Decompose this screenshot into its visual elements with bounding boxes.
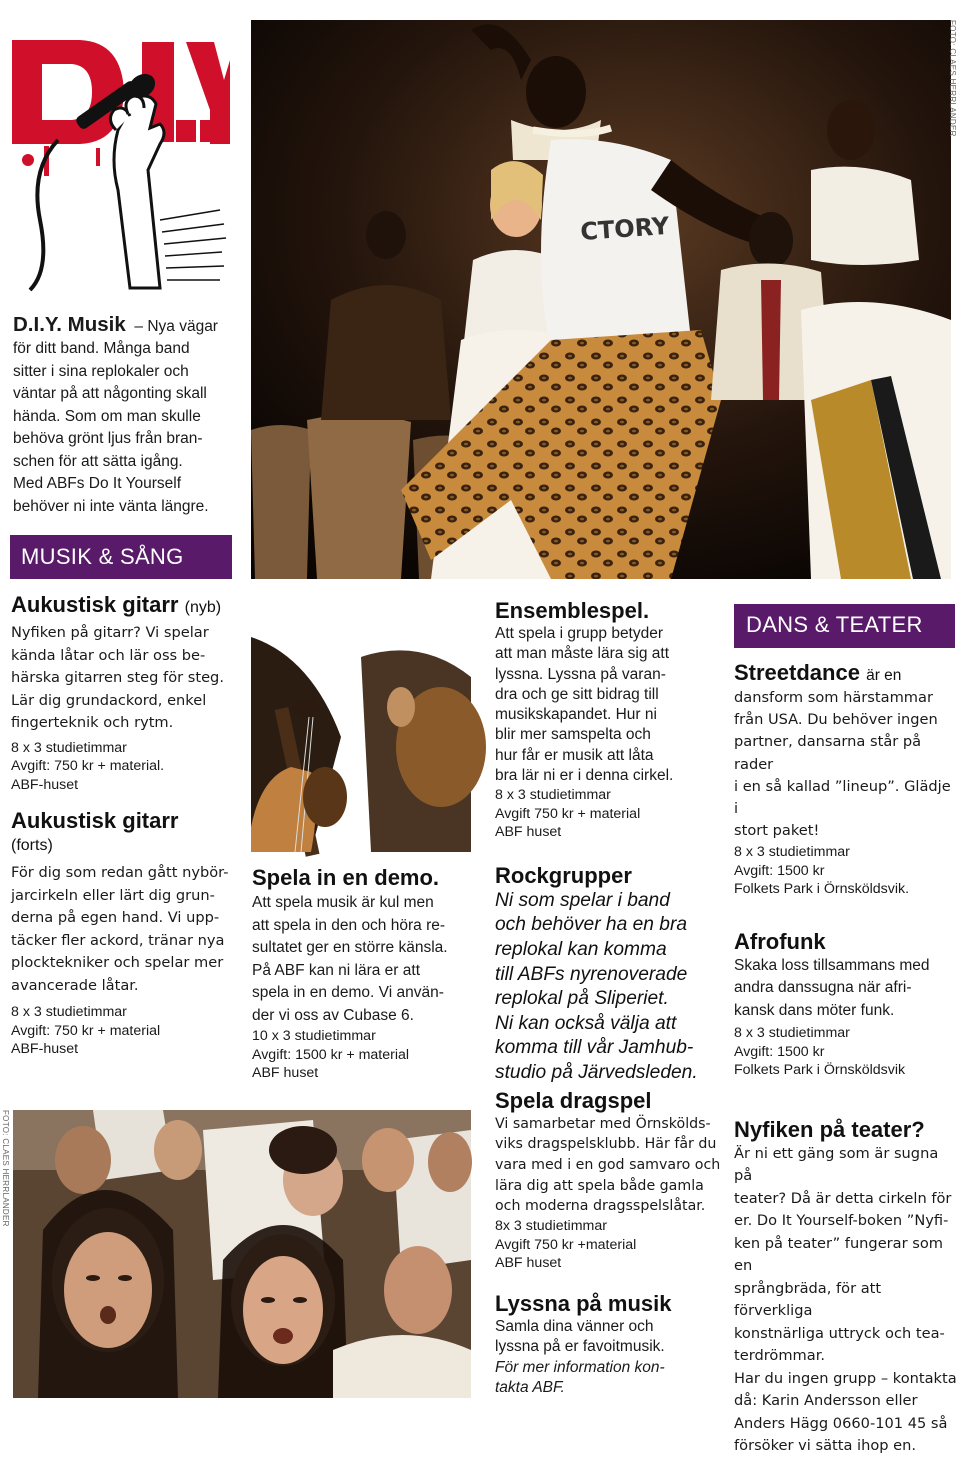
course-info: 8x 3 studietimmar Avgift 750 kr +material ABF huset — [495, 1218, 637, 1272]
dance-photo — [251, 20, 951, 579]
course-description: Skaka loss tillsammans med andra danssugna när afri- kansk dans möter funk. — [734, 956, 930, 1019]
column-4 — [734, 660, 958, 1458]
course-description: Vi samarbetar med Örnskölds- viks dragspelsklubb. Här får du vara med i en god samvaro och lära dig att spela både gamla och moderna dragsspelslåtar. — [495, 1115, 721, 1215]
course-title-gitarr-nyb: Aukustisk gitarr (nyb) — [11, 592, 222, 617]
course-description: Ni som spelar i band och behöver ha en bra replokal kan komma till ABFs nyrenoverade replokal på Sliperiet. Ni kan också välja att komma till vår Jamhub- studio på Järvedsleden. — [495, 889, 698, 1084]
intro-line: för ditt band. Många band — [13, 340, 190, 357]
intro-line: behöva grönt ljus från bran- — [13, 430, 203, 447]
course-description: dansform som härstammar från USA. Du behöver ingen partner, dansarna står på rader i en så kallad ”lineup”. Glädje i stort paket! — [734, 689, 951, 840]
intro-line: behöver ni inte vänta längre. — [13, 497, 209, 515]
intro-line: schen för att sätta igång. — [13, 452, 183, 470]
course-description: Nyfiken på gitarr? Vi spelar kända låtar och lär oss be- härska gitarren steg för steg. Lär dig grundackord, enkel fingerteknik och rytm. — [11, 624, 224, 731]
course-description: Att spela i grupp betyder att man måste lära sig att lyssna. Lyssna på varan- dra och ge sitt bidrag till musikskapandet. Hur ni blir mer samspelta och hur får er musik att låta bra lär ni er i denna cirkel. — [495, 625, 674, 785]
course-tag: (forts) — [11, 837, 53, 854]
course-description: Är ni ett gäng som är sugna på teater? Då är detta cirkeln för er. Do It Yourself-boken ”Nyfi- ken på teater” fungerar som en språngbräda, för att förverkliga konstnärliga uttryck och tea- terdrömmar. Har du ingen grupp – kontakta då: Karin Andersson eller Anders Hägg 0660-101 45 så försöker vi sätta ihop en. — [734, 1144, 957, 1455]
course-description: Att spela musik är kul men att spela in den och höra re- sultatet ger en större känsla. På ABF kan ni lära er att spela in en demo. Vi använ- der vi oss av Cubase 6. — [252, 894, 448, 1024]
course-description: För dig som redan gått nybör- jarcirkeln eller lärt dig grun- derna på egen hand. Vi upp- täcker fler ackord, tränar nya plocktekniker och spelar mer avancerade låtar. — [11, 864, 229, 994]
course-title-dragspel: Spela dragspel — [495, 1087, 652, 1113]
course-title-rock: Rockgrupper — [495, 862, 632, 888]
photo-credit-bottom: FOTO: CLAES HERRLANDER — [1, 1110, 10, 1227]
column-1 — [11, 592, 243, 1059]
section-header-musik: MUSIK & SÅNG — [10, 535, 232, 579]
section-header-dans: DANS & TEATER — [734, 604, 955, 648]
column-2 — [252, 865, 477, 1083]
intro-first-line: D.I.Y. Musik – Nya vägar — [13, 313, 218, 336]
course-title-gitarr-forts: Aukustisk gitarr — [11, 808, 179, 833]
course-info: 8 x 3 studietimmar Avgift: 1500 kr Folkets Park i Örnsköldsvik — [734, 1025, 906, 1079]
intro-text — [13, 314, 238, 518]
course-title-lyssna: Lyssna på musik — [495, 1290, 672, 1316]
intro-title-rest: Nya vägar — [147, 318, 218, 335]
svg-text:CTORY: CTORY — [579, 211, 671, 246]
diy-logo — [10, 20, 230, 295]
guitar-photo — [251, 597, 471, 852]
course-title-streetdance: Streetdance är en — [734, 660, 902, 685]
photo-credit-top: FOTO: CLAES HERRLANDER — [948, 20, 957, 137]
course-info: 8 x 3 studietimmar Avgift: 1500 kr Folkets Park i Örnsköldsvik. — [734, 844, 910, 898]
intro-line: sitter i sina replokaler och — [13, 362, 189, 380]
microphone-hand-icon — [10, 20, 230, 295]
intro-title: D.I.Y. Musik — [13, 313, 126, 336]
choir-photo — [13, 1110, 471, 1398]
course-info: 10 x 3 studietimmar Avgift: 1500 kr + material ABF huset — [252, 1028, 410, 1081]
course-title-demo: Spela in en demo. — [252, 865, 440, 890]
intro-line: hända. Som om man skulle — [13, 407, 201, 425]
course-info: 8 x 3 studietimmar Avgift: 750 kr + material ABF-huset — [11, 1004, 161, 1057]
course-title-teater: Nyfiken på teater? — [734, 1116, 925, 1142]
course-info: 8 x 3 studietimmar Avgift: 750 kr + material. ABF-huset — [11, 739, 165, 793]
course-title-afrofunk: Afrofunk — [734, 928, 826, 954]
course-description: Samla dina vänner och lyssna på er favoitmusik. För mer information kon- takta ABF. — [495, 1317, 665, 1397]
course-info: 8 x 3 studietimmar Avgift 750 kr + material ABF huset — [495, 787, 641, 841]
column-3 — [495, 598, 725, 1399]
course-title-ensemble: Ensemblespel. — [495, 598, 650, 623]
intro-line: väntar på att någonting skall — [13, 385, 207, 402]
intro-line: Med ABFs Do It Yourself — [13, 475, 182, 492]
